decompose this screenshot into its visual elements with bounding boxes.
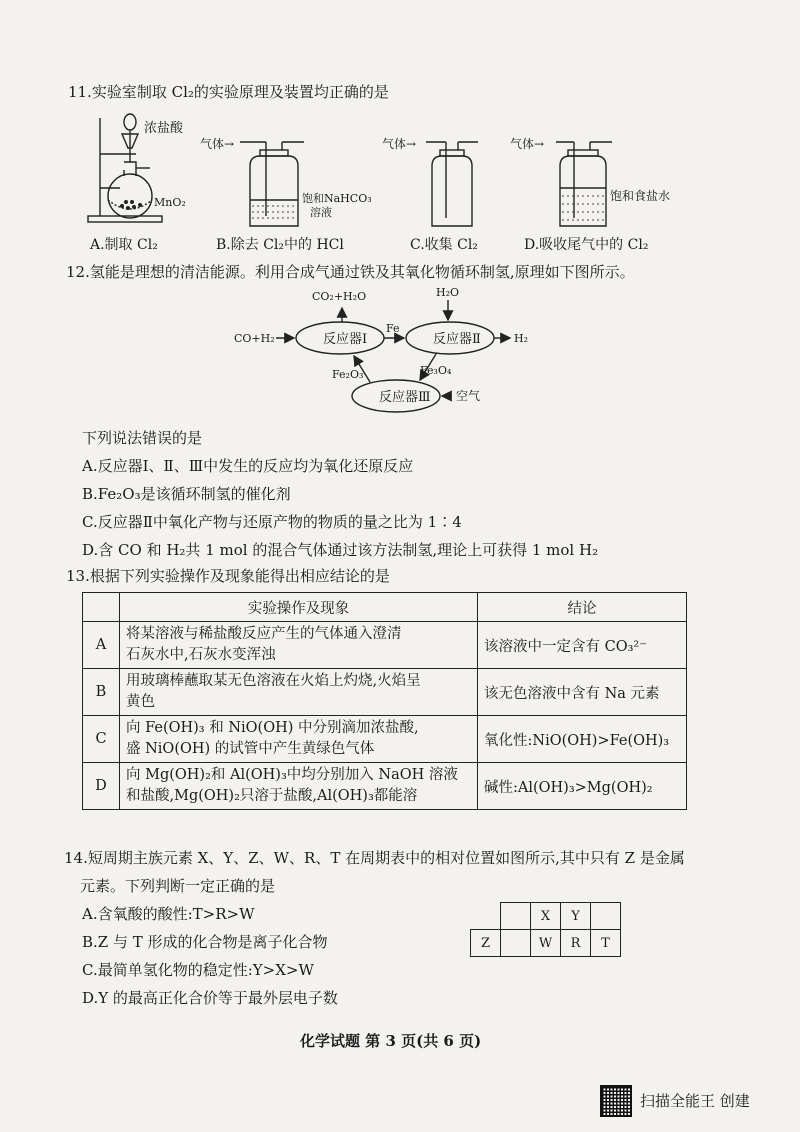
grid-cell-y: Y: [561, 903, 591, 930]
label-gas-b: 气体→: [200, 137, 235, 151]
conclusion: 氧化性:NiO(OH)>Fe(OH)₃: [478, 716, 687, 763]
grid-cell: [591, 903, 621, 930]
grid-row-1: [471, 903, 621, 930]
air-label: 空气: [456, 389, 481, 403]
reactor-2-label: 反应器Ⅱ: [433, 332, 481, 347]
q13-header-blank: [83, 593, 120, 622]
grid-cell-z: Z: [471, 930, 501, 957]
q14-stem-line-2: 元素。下列判断一定正确的是: [80, 877, 276, 895]
label-mno2: MnO₂: [154, 196, 186, 209]
q13-header-operation: 实验操作及现象: [120, 593, 478, 622]
q12-prompt: 下列说法错误的是: [82, 429, 203, 447]
reactor-1-label: 反应器Ⅰ: [323, 332, 368, 347]
q12-option-b: B.Fe₂O₃是该循环制氢的催化剂: [82, 485, 291, 503]
q13-header-conclusion: 结论: [478, 593, 687, 622]
table-row: [83, 669, 687, 716]
reactor-3-label: 反应器Ⅲ: [379, 390, 431, 405]
label-gas-d: 气体→: [510, 137, 545, 151]
grid-cell: [501, 903, 531, 930]
q13-header-row: [83, 593, 687, 622]
label-nacl: 饱和食盐水: [610, 189, 671, 203]
grid-cell-t: T: [591, 930, 621, 957]
grid-row-2: [471, 930, 621, 957]
q11-stem: 11.实验室制取 Cl₂的实验原理及装置均正确的是: [68, 83, 389, 101]
conclusion: 该无色溶液中含有 Na 元素: [478, 669, 687, 716]
conclusion: 该溶液中一定含有 CO₃²⁻: [478, 622, 687, 669]
apparatus-c: [426, 142, 478, 226]
periodic-table-grid: [470, 902, 621, 957]
q14-option-c: C.最简单氢化物的稳定性:Y>X>W: [82, 961, 314, 979]
q11-caption-d: D.吸收尾气中的 Cl₂: [524, 237, 649, 253]
q11-caption-b: B.除去 Cl₂中的 HCl: [216, 237, 344, 253]
apparatus-d: [556, 142, 612, 226]
q14-option-d: D.Y 的最高正化合价等于最外层电子数: [82, 989, 338, 1007]
q13-stem: 13.根据下列实验操作及现象能得出相应结论的是: [66, 567, 390, 585]
qr-code-icon: [600, 1085, 632, 1117]
table-row: [83, 716, 687, 763]
q14-stem-line-1: 14.短周期主族元素 X、Y、Z、W、R、T 在周期表中的相对位置如图所示,其中只有 Z 是金属: [64, 849, 685, 867]
operation-line-1: 向 Fe(OH)₃ 和 NiO(OH) 中分别滴加浓盐酸,: [126, 720, 419, 736]
q11-caption-c: C.收集 Cl₂: [410, 237, 478, 253]
operation-line-1: 用玻璃棒蘸取某无色溶液在火焰上灼烧,火焰呈: [126, 673, 421, 689]
fe3o4-label: Fe₃O₄: [420, 364, 452, 377]
page-footer: 化学试题 第 3 页(共 6 页): [300, 1032, 482, 1050]
q12-cycle-diagram: [220, 282, 560, 418]
grid-cell-w: W: [531, 930, 561, 957]
grid-cell: [501, 930, 531, 957]
operation-line-2: 石灰水中,石灰水变浑浊: [126, 647, 276, 663]
fe-label: Fe: [386, 322, 400, 335]
row-label: D: [83, 763, 120, 810]
q14-option-b: B.Z 与 T 形成的化合物是离子化合物: [82, 933, 328, 951]
watermark-text: 扫描全能王 创建: [640, 1092, 750, 1110]
feed-label: CO+H₂: [234, 332, 275, 345]
table-row: [83, 763, 687, 810]
row-label: A: [83, 622, 120, 669]
out1-label: CO₂+H₂O: [312, 290, 367, 303]
grid-cell-x: X: [531, 903, 561, 930]
operation-line-2: 和盐酸,Mg(OH)₂只溶于盐酸,Al(OH)₃都能溶: [126, 788, 418, 804]
q11-caption-a: A.制取 Cl₂: [90, 237, 158, 253]
water-label: H₂O: [436, 286, 460, 299]
row-label: B: [83, 669, 120, 716]
operation-line-2: 盛 NiO(OH) 的试管中产生黄绿色气体: [126, 741, 375, 757]
h2-label: H₂: [514, 332, 529, 345]
operation-line-1: 向 Mg(OH)₂和 Al(OH)₃中均分别加入 NaOH 溶液: [126, 767, 458, 783]
label-solution: 溶液: [310, 206, 332, 219]
grid-cell-empty: [471, 903, 501, 930]
q13-table: [82, 592, 687, 810]
operation-line-2: 黄色: [126, 694, 155, 710]
q12-option-c: C.反应器Ⅱ中氧化产物与还原产物的物质的量之比为 1∶4: [82, 513, 462, 531]
q12-option-a: A.反应器Ⅰ、Ⅱ、Ⅲ中发生的反应均为氧化还原反应: [82, 457, 414, 475]
grid-cell-r: R: [561, 930, 591, 957]
label-conc-hcl: 浓盐酸: [144, 121, 184, 136]
q11-apparatus: [60, 104, 700, 254]
q14-option-a: A.含氧酸的酸性:T>R>W: [82, 905, 255, 923]
operation-line-1: 将某溶液与稀盐酸反应产生的气体通入澄清: [126, 626, 402, 642]
q12-option-d: D.含 CO 和 H₂共 1 mol 的混合气体通过该方法制氢,理论上可获得 1 mol H₂: [82, 541, 599, 559]
fe2o3-label: Fe₂O₃: [332, 368, 364, 381]
label-nahco3: 饱和NaHCO₃: [302, 192, 372, 205]
conclusion: 碱性:Al(OH)₃>Mg(OH)₂: [478, 763, 687, 810]
label-gas-c: 气体→: [382, 137, 417, 151]
apparatus-b: [240, 142, 304, 226]
row-label: C: [83, 716, 120, 763]
q12-stem: 12.氢能是理想的清洁能源。利用合成气通过铁及其氧化物循环制氢,原理如下图所示。: [66, 263, 635, 281]
table-row: [83, 622, 687, 669]
